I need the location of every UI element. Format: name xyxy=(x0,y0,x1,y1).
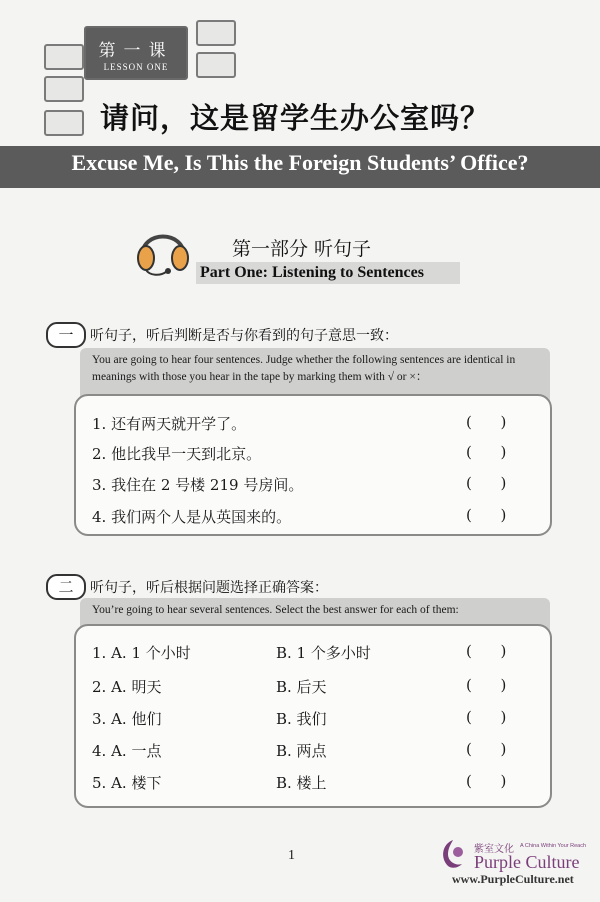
option-b: B. 楼上 xyxy=(276,774,327,792)
section-title: 听句子，听后判断是否与你看到的句子意思一致： xyxy=(90,328,398,344)
answer-blank[interactable]: ( ) xyxy=(466,740,507,758)
section-instruction: You are going to hear four sentences. Judge whether the following sentences are identical in meanings with those you hear in the tape by marking them with √ or ×： xyxy=(92,354,516,383)
header-square xyxy=(44,76,84,102)
option-b: B. 后天 xyxy=(276,678,327,696)
option-a: 5. A. 楼下 xyxy=(92,774,162,792)
answer-blank[interactable]: ( ) xyxy=(466,676,507,694)
option-a: 4. A. 一点 xyxy=(92,742,162,760)
section-title: 听句子，听后根据问题选择正确答案： xyxy=(90,580,328,596)
option-b: B. 1 个多小时 xyxy=(276,644,371,662)
logo-tagline: A China Within Your Reach xyxy=(520,843,587,849)
answer-blank[interactable]: ( ) xyxy=(466,506,507,524)
part-title-en: Part One: Listening to Sentences xyxy=(200,264,424,281)
option-b: B. 我们 xyxy=(276,710,327,728)
exercise-item: 3. 我住在 2 号楼 219 号房间。 xyxy=(92,476,304,494)
page-number: 1 xyxy=(288,848,295,863)
exercise-item: 1. 还有两天就开学了。 xyxy=(92,415,247,433)
header-square xyxy=(44,44,84,70)
section-badge: 一 xyxy=(46,322,86,348)
header-square xyxy=(196,52,236,78)
page-title-en: Excuse Me, Is This the Foreign Students’ Office? xyxy=(71,150,529,175)
answer-blank[interactable]: ( ) xyxy=(466,474,507,492)
part-title-cn: 第一部分 听句子 xyxy=(232,238,372,260)
answer-blank[interactable]: ( ) xyxy=(466,772,507,790)
logo-name: Purple Culture xyxy=(474,852,580,872)
answer-blank[interactable]: ( ) xyxy=(466,443,507,461)
lesson-number-en: LESSON ONE xyxy=(103,62,169,72)
header-square xyxy=(196,20,236,46)
answer-blank[interactable]: ( ) xyxy=(466,642,507,660)
purple-culture-logo-icon xyxy=(438,838,468,870)
section-badge: 二 xyxy=(46,574,86,600)
headphones-icon xyxy=(134,220,192,278)
website-url[interactable]: www.PurpleCulture.net xyxy=(452,872,574,886)
exercise-item: 4. 我们两个人是从英国来的。 xyxy=(92,508,292,526)
answer-blank[interactable]: ( ) xyxy=(466,708,507,726)
option-b: B. 两点 xyxy=(276,742,327,760)
page-title-cn: 请问，这是留学生办公室吗？ xyxy=(100,101,491,135)
header-square xyxy=(44,110,84,136)
answer-blank[interactable]: ( ) xyxy=(466,413,507,431)
option-a: 1. A. 1 个小时 xyxy=(92,644,191,662)
section-instruction: You’re going to hear several sentences. Select the best answer for each of them: xyxy=(92,604,459,616)
lesson-number-cn: 第一课 xyxy=(98,41,174,61)
option-a: 3. A. 他们 xyxy=(92,710,162,728)
logo-text-cn: 紫室文化 xyxy=(474,844,514,855)
exercise-item: 2. 他比我早一天到北京。 xyxy=(92,445,262,463)
lesson-label xyxy=(84,26,188,80)
option-a: 2. A. 明天 xyxy=(92,678,162,696)
